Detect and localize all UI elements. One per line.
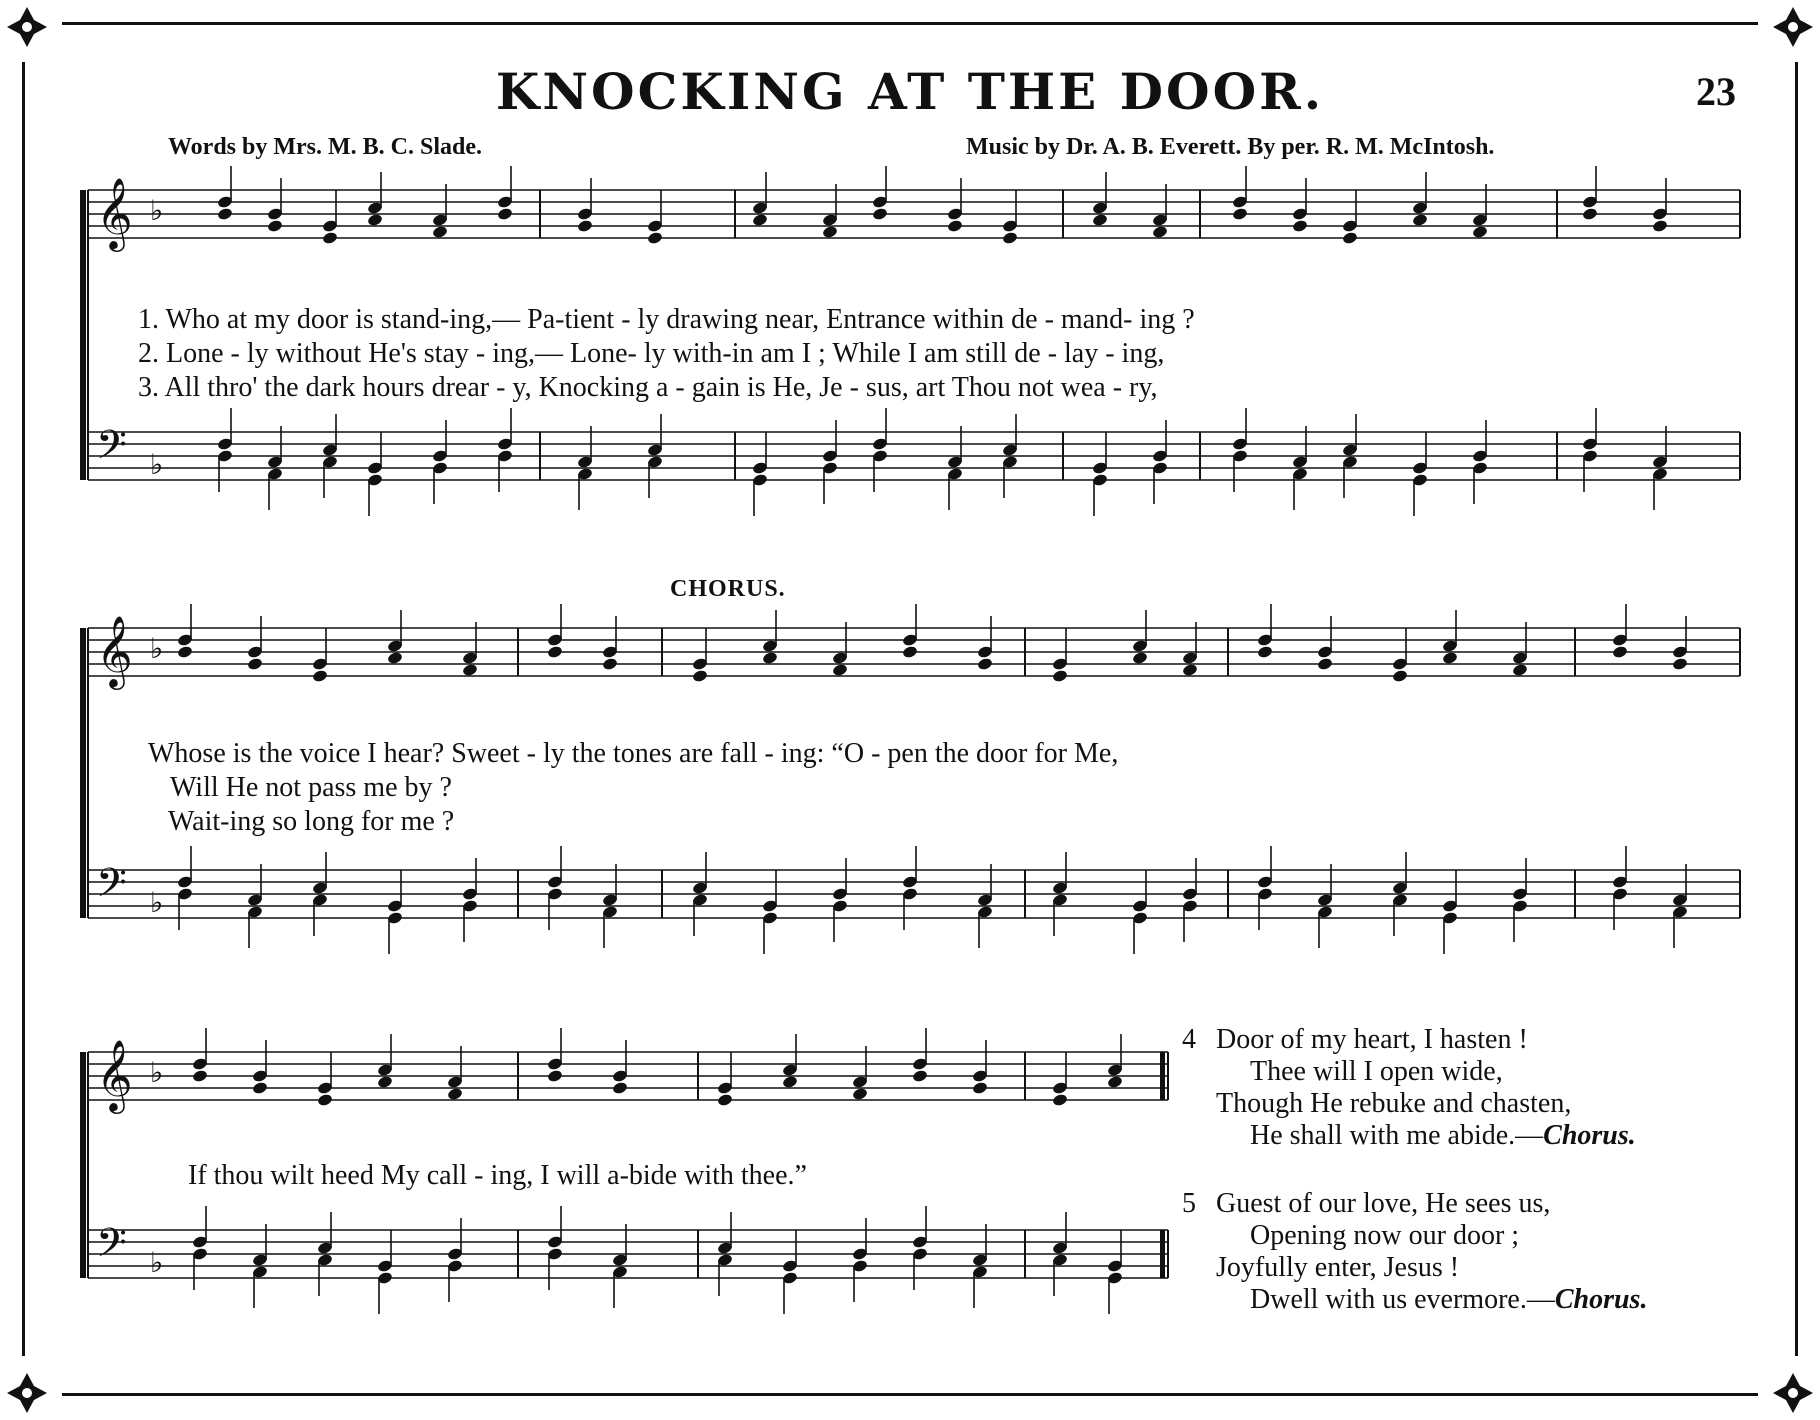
note-head [692,669,709,683]
lyric-line-ending: If thou wilt heed My call - ing, I will a-bide with thee.” [188,1160,807,1191]
note-head [177,645,194,659]
bass-clef-icon: 𝄢 [96,1220,127,1276]
treble-clef-icon: 𝄞 [96,176,133,249]
note-head [547,645,564,659]
hymn-title: KNOCKING AT THE DOOR. [495,62,1325,121]
chorus-refrain-label: Chorus. [1554,1284,1648,1315]
note-head [1512,663,1529,677]
note-head [752,213,769,227]
note-head [1612,645,1629,659]
note-head [547,1069,564,1083]
lyric-line-chorus-1: Whose is the voice I hear? Sweet - ly the tones are fall - ing: “O - pen the door for Me, [148,738,1119,769]
note-head [852,1087,869,1101]
verse-line-text: Dwell with us evermore.— [1250,1284,1555,1315]
lyric-line-verse-2: 2. Lone - ly without He's stay - ing,— Lone- ly with-in am I ; While I am still de - lay - ing, [138,338,1165,369]
note-head [1257,645,1274,659]
note-head [1132,651,1149,665]
flat-key-signature-icon: ♭ [150,886,164,919]
words-credit: Words by Mrs. M. B. C. Slade. [168,134,483,160]
note-head [247,657,264,671]
verse-line-last [1250,1120,1636,1152]
note-head [192,1069,209,1083]
note-head [947,219,964,233]
note-head [832,663,849,677]
lyric-line-verse-1: 1. Who at my door is stand-ing,— Pa-tient - ly drawing near, Entrance within de - mand- ing ? [138,304,1195,335]
treble-clef-icon: 𝄞 [96,614,133,687]
note-head [497,207,514,221]
verse-number: 4 [1182,1024,1196,1055]
note-head [1292,219,1309,233]
lyric-line-verse-3: 3. All thro' the dark hours drear - y, Knocking a - gain is He, Je - sus, art Thou not wea - ry, [138,372,1158,403]
system-brace [80,190,86,480]
note-head [1342,231,1359,245]
note-head [1672,657,1689,671]
note-head [977,657,994,671]
note-head [267,219,284,233]
note-head [1442,651,1459,665]
flat-key-signature-icon: ♭ [150,1056,164,1089]
verse-line: Thee will I open wide, [1250,1056,1503,1087]
system-brace [80,1052,86,1278]
note-head [872,207,889,221]
flat-key-signature-icon: ♭ [150,1246,164,1279]
note-head [1002,231,1019,245]
verse-line-last [1250,1284,1647,1316]
note-head [762,651,779,665]
verse-line: Guest of our love, He sees us, [1216,1188,1551,1219]
note-head [612,1081,629,1095]
note-head [367,213,384,227]
note-head [1232,207,1249,221]
note-head [1582,207,1599,221]
verse-line: Door of my heart, I hasten ! [1216,1024,1528,1055]
chorus-label: CHORUS. [670,576,786,602]
note-head [717,1093,734,1107]
note-head [312,669,329,683]
chorus-refrain-label: Chorus. [1543,1120,1636,1151]
note-head [822,225,839,239]
note-head [252,1081,269,1095]
note-head [1182,663,1199,677]
note-head [1392,669,1409,683]
note-head [387,651,404,665]
system-brace [80,628,86,918]
note-head [317,1093,334,1107]
bass-clef-icon: 𝄢 [96,422,127,478]
verse-line: Opening now our door ; [1250,1220,1520,1251]
note-head [217,207,234,221]
note-head [1652,219,1669,233]
bass-clef-icon: 𝄢 [96,860,127,916]
verse-line: Though He rebuke and chasten, [1216,1088,1572,1119]
verse-line-text: He shall with me abide.— [1250,1120,1544,1151]
music-credit: Music by Dr. A. B. Everett. By per. R. M. McIntosh. [966,134,1495,160]
flat-key-signature-icon: ♭ [150,194,164,227]
page-number: 23 [1696,69,1736,114]
note-head [782,1075,799,1089]
final-barline [1160,1230,1165,1278]
note-head [377,1075,394,1089]
note-head [462,663,479,677]
treble-clef-icon: 𝄞 [96,1038,133,1111]
note-head [602,657,619,671]
final-barline [1160,1052,1165,1100]
note-head [972,1081,989,1095]
note-head [647,231,664,245]
note-head [1152,225,1169,239]
flat-key-signature-icon: ♭ [150,632,164,665]
note-head [902,645,919,659]
note-head [432,225,449,239]
note-head [322,231,339,245]
note-head [1412,213,1429,227]
note-head [577,219,594,233]
note-head [1317,657,1334,671]
note-head [1052,669,1069,683]
flat-key-signature-icon: ♭ [150,448,164,481]
verse-number: 5 [1182,1188,1196,1219]
note-head [912,1069,929,1083]
note-head [1472,225,1489,239]
verse-line: Joyfully enter, Jesus ! [1216,1252,1460,1283]
note-head [1107,1075,1124,1089]
lyric-line-chorus-3: Wait-ing so long for me ? [168,806,455,837]
lyric-line-chorus-2: Will He not pass me by ? [170,772,452,803]
note-head [1052,1093,1069,1107]
note-head [1092,213,1109,227]
note-head [447,1087,464,1101]
